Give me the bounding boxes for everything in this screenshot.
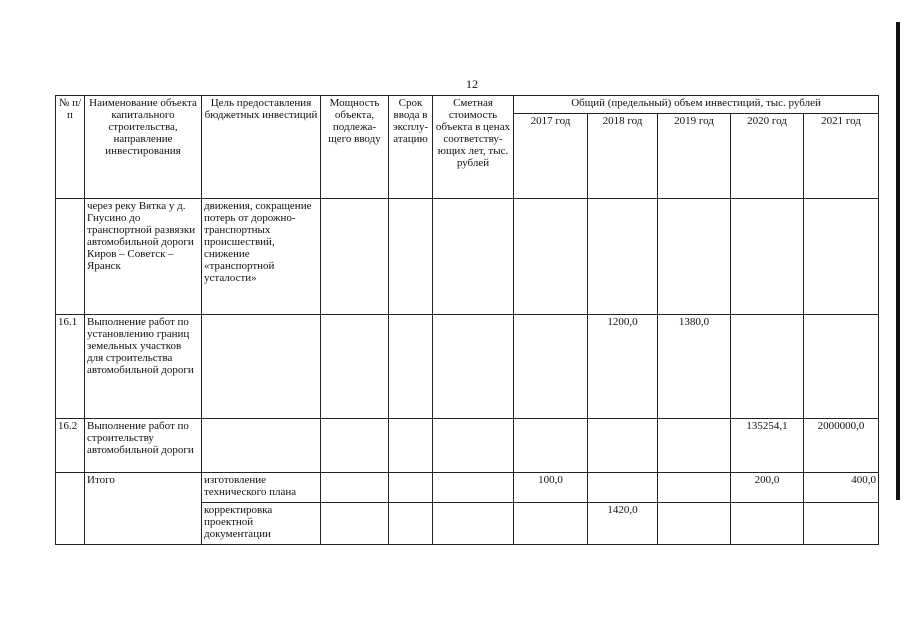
cell-name: Выполнение работ по строительству автомобильной дороги: [85, 419, 202, 473]
cell-2021: 2000000,0: [804, 419, 879, 473]
cell-term: [389, 315, 433, 419]
cell-num: [56, 199, 85, 315]
investment-table: [55, 95, 879, 545]
cell-2020: [731, 199, 804, 315]
header-power: Мощность объекта, подлежа-щего вводу: [321, 96, 389, 199]
header-year-2020: 2020 год: [731, 114, 804, 199]
header-name: Наименование объекта капитального строительства, направление инвестирования: [85, 96, 202, 199]
cell-goal: движения, сокращение потерь от дорожно-транспортных происшествий, снижение «транспортной усталости»: [202, 199, 321, 315]
cell-2021: [804, 315, 879, 419]
cell-goal: [202, 315, 321, 419]
header-row: [56, 96, 879, 114]
cell-power: [321, 315, 389, 419]
cell-2019: [658, 199, 731, 315]
header-year-2018: 2018 год: [588, 114, 658, 199]
cell-2020: [731, 315, 804, 419]
header-total-investment: Общий (предельный) объем инвестиций, тыс. рублей: [514, 96, 879, 114]
cell-2019: 1380,0: [658, 315, 731, 419]
cell-term: [389, 419, 433, 473]
page-edge-bar: [896, 22, 900, 500]
table-row: [56, 419, 879, 473]
cell-power: [321, 503, 389, 545]
cell-term: [389, 199, 433, 315]
cell-2019: [658, 503, 731, 545]
cell-term: [389, 503, 433, 545]
cell-2017: [514, 315, 588, 419]
cell-2020: [731, 503, 804, 545]
cell-goal: [202, 419, 321, 473]
cell-cost: [433, 503, 514, 545]
header-goal: Цель предоставления бюджетных инвестиций: [202, 96, 321, 199]
cell-cost: [433, 419, 514, 473]
cell-name: через реку Вятка у д. Гнусино до транспортной развязки автомобильной дороги Киров – Советск – Яранск: [85, 199, 202, 315]
page-number: 12: [466, 77, 478, 91]
cell-name: Выполнение работ по установлению границ земельных участков для строительства автомобильной дороги: [85, 315, 202, 419]
header-num: № п/п: [56, 96, 85, 199]
cell-2019: [658, 473, 731, 503]
cell-cost: [433, 473, 514, 503]
cell-power: [321, 199, 389, 315]
cell-2021: [804, 503, 879, 545]
cell-goal: корректировка проектной документации: [202, 503, 321, 545]
cell-goal: изготовление технического плана: [202, 473, 321, 503]
cell-power: [321, 419, 389, 473]
total-row: [56, 473, 879, 503]
cell-2017: 100,0: [514, 473, 588, 503]
header-year-2019: 2019 год: [658, 114, 731, 199]
cell-name: Итого: [85, 473, 202, 545]
table-row: [56, 315, 879, 419]
header-year-2017: 2017 год: [514, 114, 588, 199]
cell-2017: [514, 199, 588, 315]
header-term: Срок ввода в эксплу-атацию: [389, 96, 433, 199]
cell-cost: [433, 199, 514, 315]
cell-2017: [514, 503, 588, 545]
cell-num: [56, 473, 85, 545]
cell-num: 16.2: [56, 419, 85, 473]
table-row: [56, 199, 879, 315]
cell-2018: 1420,0: [588, 503, 658, 545]
cell-term: [389, 473, 433, 503]
cell-2021: [804, 199, 879, 315]
cell-2018: [588, 199, 658, 315]
cell-power: [321, 473, 389, 503]
cell-cost: [433, 315, 514, 419]
cell-2017: [514, 419, 588, 473]
cell-2020: 200,0: [731, 473, 804, 503]
cell-2018: [588, 419, 658, 473]
header-cost: Сметная стоимость объекта в ценах соответству-ющих лет, тыс. рублей: [433, 96, 514, 199]
cell-2021: 400,0: [804, 473, 879, 503]
cell-2018: 1200,0: [588, 315, 658, 419]
cell-2019: [658, 419, 731, 473]
header-year-2021: 2021 год: [804, 114, 879, 199]
cell-2020: 135254,1: [731, 419, 804, 473]
cell-num: 16.1: [56, 315, 85, 419]
cell-2018: [588, 473, 658, 503]
